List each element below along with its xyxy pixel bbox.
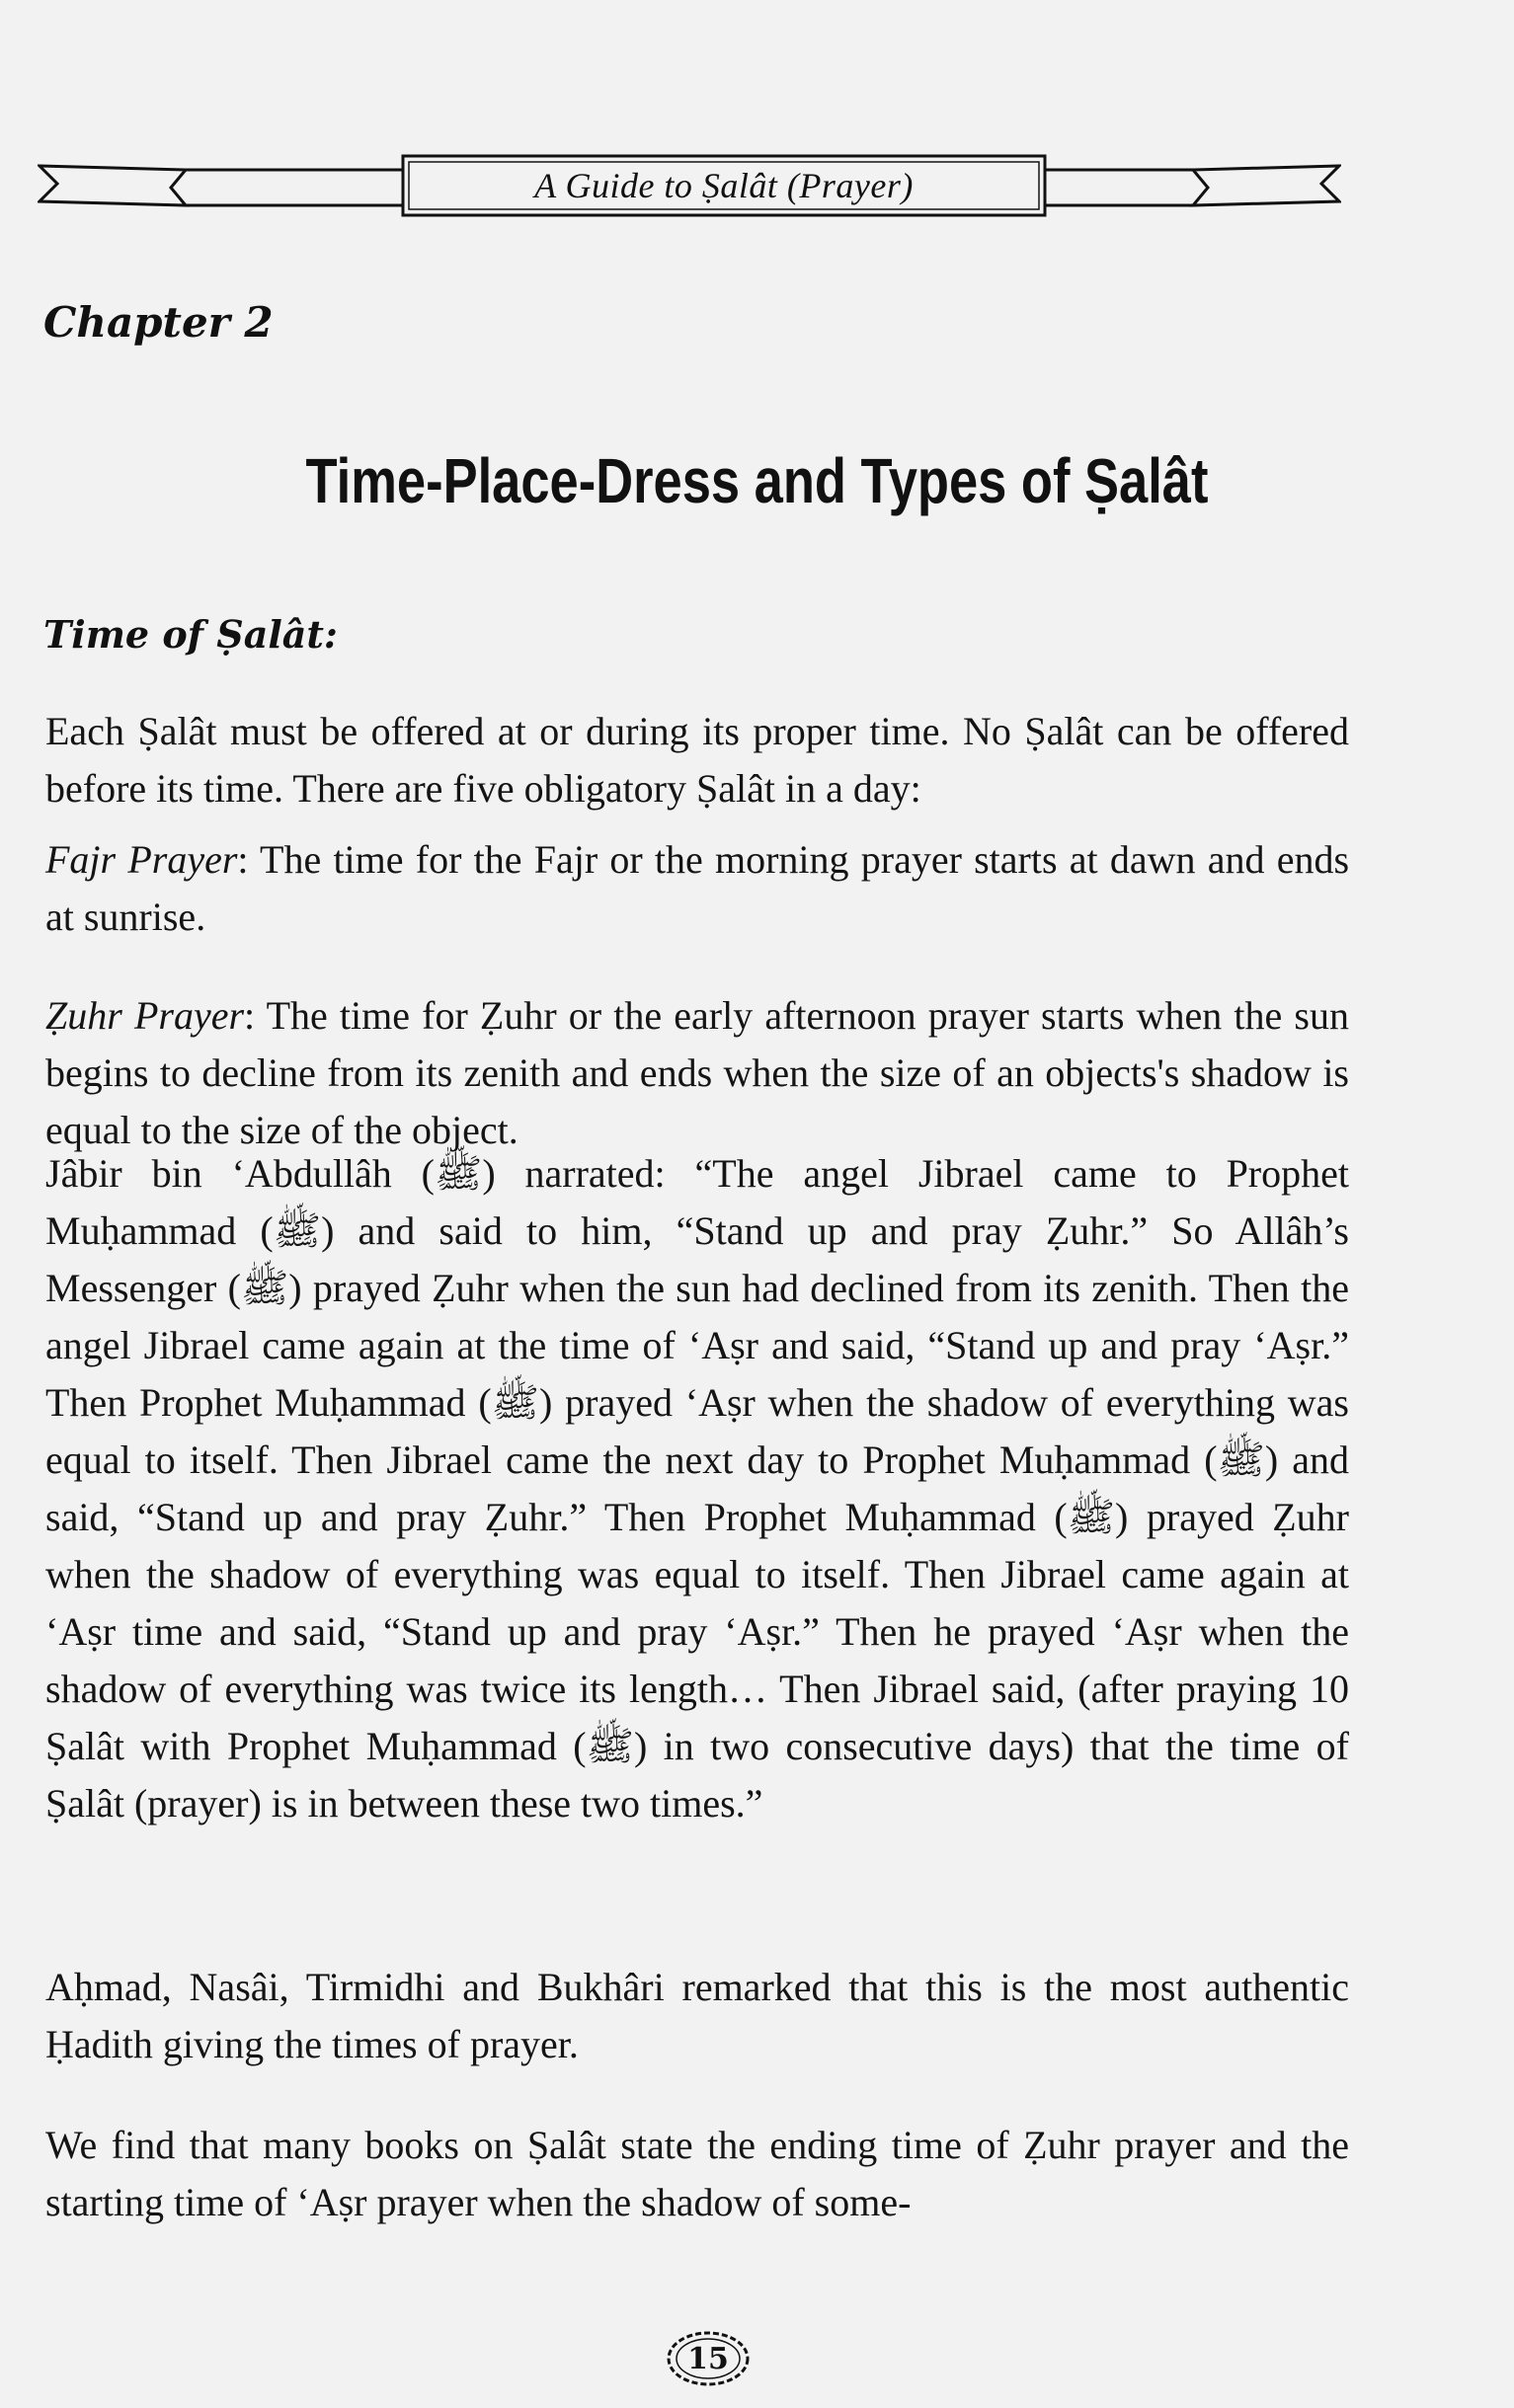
paragraph-text: Jâbir bin ‘Abdullâh (ﷺ) narrated: “The angel Jibrael came to Prophet Muḥammad (ﷺ) and said to him, “Stand up and pray Ẓuhr.” So Allâh’s Messenger (ﷺ) prayed Ẓuhr when the sun had declined from its zenith. Then the angel Jibrael came again at the time of ‘Aṣr and said, “Stand up and pray ‘Aṣr.” Then Prophet Muḥammad (ﷺ) prayed ‘Aṣr when the shadow of everything was equal to itself. Then Jibrael came the next day to Prophet Muḥammad (ﷺ) and said, “Stand up and pray Ẓuhr.” Then Prophet Muḥammad (ﷺ) prayed Ẓuhr when the shadow of everything was equal to itself. Then Jibrael came again at ‘Aṣr time and said, “Stand up and pray ‘Aṣr.” Then he prayed ‘Aṣr when the shadow of everything was twice its length… Then Jibrael said, (after praying 10 Ṣalât with Prophet Muḥammad (ﷺ) in two consecutive days) that the time of Ṣalât (prayer) is in between these two times.” [45,1151,1350,1825]
paragraph-intro [45,703,1349,817]
paragraph-lead: Fajr Prayer [45,837,238,882]
paragraph-lead: Ẓuhr Prayer [45,993,245,1038]
paragraph-text: : The time for the Fajr or the morning prayer starts at dawn and ends at sunrise. [45,837,1350,939]
page-number: 15 [687,2341,729,2376]
paragraph-authenticity [45,1959,1349,2073]
paragraph-text: We find that many books on Ṣalât state the ending time of Ẓuhr prayer and the starting time of ‘Aṣr prayer when the shadow of some- [45,2123,1349,2224]
running-header-banner [38,148,1341,227]
paragraph-continuation [45,2117,1349,2231]
section-heading: Time of Ṣalât: [43,612,338,657]
paragraph-text: Aḥmad, Nasâi, Tirmidhi and Bukhâri remarked that this is the most authentic Ḥadith giving the times of prayer. [45,1965,1349,2066]
chapter-label: Chapter 2 [43,298,274,347]
chapter-title: Time-Place-Dress and Types of Ṣalât [305,445,1209,516]
header-title: A Guide to Ṣalât (Prayer) [534,166,914,205]
paragraph-fajr [45,831,1349,946]
paragraph-narration [45,1145,1349,1832]
paragraph-zuhr [45,987,1349,1159]
page-number-badge [664,2328,753,2389]
paragraph-text: Each Ṣalât must be offered at or during its proper time. No Ṣalât can be offered before its time. There are five obligatory Ṣalât in a day: [45,709,1349,811]
paragraph-text: : The time for Ẓuhr or the early afternoon prayer starts when the sun begins to decline from its zenith and ends when the size of an objects's shadow is equal to the size of the object. [45,993,1349,1152]
